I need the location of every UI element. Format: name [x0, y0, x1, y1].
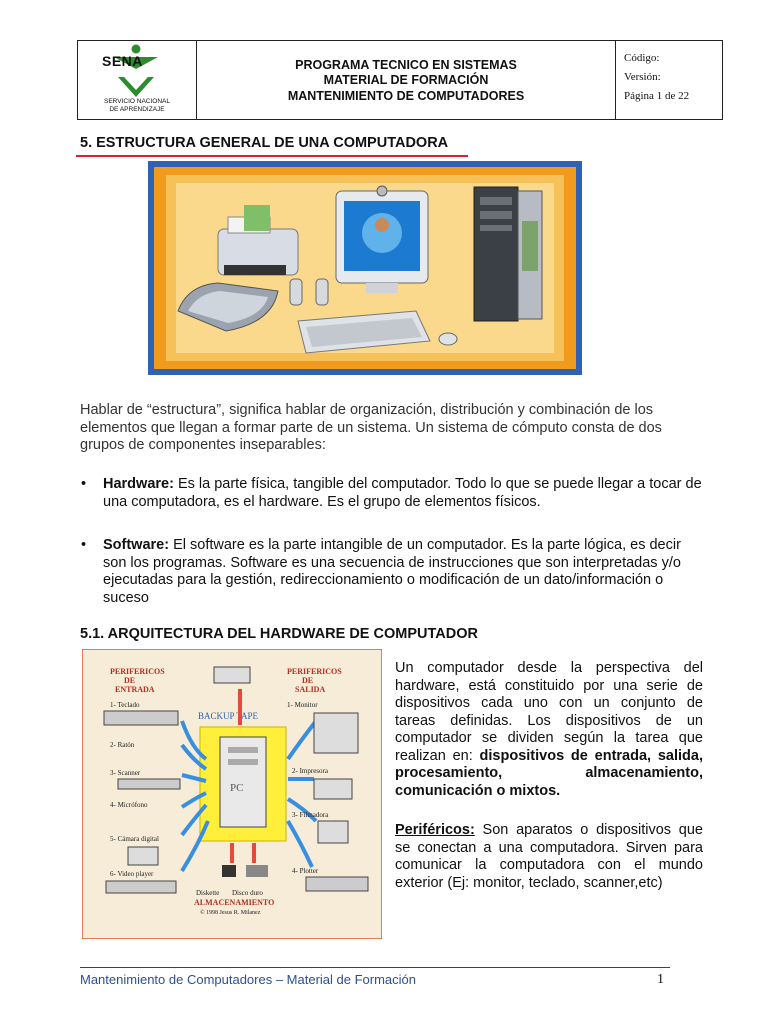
logo-subtitle — [92, 98, 182, 114]
tape-drive-icon — [214, 667, 250, 683]
software-description: El software es la parte intangible de un computador. Es la parte lógica, es decir son los programas. Software es una secuencia de instrucciones que son interpretadas y/o ejecutadas para la gestión, redireccionamiento o modificación de un dato/información o suceso — [103, 537, 681, 606]
logo-subtitle-2: DE APRENDIZAJE — [109, 106, 165, 113]
hard-disk-icon — [246, 865, 268, 877]
input-item-4: 4- Micrófono — [110, 801, 148, 809]
architecture-text: Un computador desde la perspectiva del hardware, está constituido por una serie de dispositivos cada uno con un conjunto de tareas definidas. Los dispositivos de un computador se dividen según la tarea que realizan en: — [395, 660, 703, 764]
page-label: Página 1 de 22 — [624, 90, 690, 102]
diskette-label: Diskette — [196, 889, 220, 897]
code-label: Código: — [624, 52, 660, 64]
input-item-1: 1- Teclado — [110, 701, 140, 709]
device-categories: dispositivos de entrada, salida, procesamiento, almacenamiento, comunicación o mixtos. — [395, 747, 703, 799]
header-meta — [616, 41, 722, 119]
figure-credit: © 1998 Jesus R. Milanez — [200, 910, 261, 916]
bullet-icon: • — [81, 537, 87, 553]
hardware-term: Hardware: — [103, 476, 174, 492]
backup-label: BACKUP TAPE — [198, 711, 259, 721]
section-underline — [76, 155, 468, 157]
plotter-icon — [306, 877, 368, 891]
input-title-2: DE — [124, 676, 136, 685]
diskette-icon — [222, 865, 236, 877]
hardware-description: Es la parte física, tangible del computador. Todo lo que se puede llegar a tocar de una computadora, es el hardware. Es el grupo de elementos físicos. — [103, 476, 702, 510]
program-title: PROGRAMA TECNICO EN SISTEMAS — [295, 57, 517, 72]
monitor-icon — [314, 713, 358, 753]
monitor-icon — [336, 186, 428, 293]
peripherals-paragraph — [395, 822, 703, 892]
camera-icon — [128, 847, 158, 865]
output-item-2: 2- Impresora — [292, 767, 328, 775]
input-item-3: 3- Scanner — [110, 769, 141, 777]
output-item-4: 4- Plotter — [292, 867, 319, 875]
course-title: MANTENIMIENTO DE COMPUTADORES — [287, 88, 525, 103]
section-title: 5. ESTRUCTURA GENERAL DE UNA COMPUTADORA — [80, 135, 449, 151]
computer-equipment-image — [148, 161, 582, 375]
bullet-icon: • — [81, 476, 87, 492]
input-item-5: 5- Cámara digital — [110, 835, 159, 843]
header-titles — [197, 41, 616, 119]
footer-divider — [80, 967, 670, 968]
subsection-title: 5.1. ARQUITECTURA DEL HARDWARE DE COMPUTADOR — [80, 626, 478, 642]
output-item-3: 3- Filmadora — [292, 811, 329, 819]
output-item-1: 1- Monitor — [287, 701, 318, 709]
output-title-3: SALIDA — [295, 685, 326, 694]
footer-text: Mantenimiento de Computadores – Material de Formación — [80, 972, 417, 987]
software-bullet — [81, 537, 705, 607]
printer-icon — [314, 779, 352, 799]
output-title-1: PERIFERICOS — [287, 667, 342, 676]
logo-subtitle-1: SERVICIO NACIONAL — [104, 98, 170, 105]
intro-paragraph: Hablar de “estructura”, significa hablar de organización, distribución y combinación de los elementos que llegan a formar parte de un sistema. Un sistema de cómputo consta de dos grupos de componentes inseparables: — [80, 402, 662, 453]
input-item-6: 6- Video player — [110, 870, 154, 878]
page-number: 1 — [657, 972, 664, 987]
computer-tower-icon — [474, 187, 542, 321]
document-header — [77, 40, 723, 120]
version-label: Versión: — [624, 71, 661, 83]
peripherals-text: Son aparatos o dispositivos que se conectan a una computadora. Sirven para comunicar la computadora con el mundo exterior (Ej: monitor, teclado, scanner,etc) — [395, 822, 703, 891]
material-title: MATERIAL DE FORMACIÓN — [323, 73, 489, 88]
software-term: Software: — [103, 537, 170, 553]
peripherals-diagram — [82, 649, 382, 939]
pc-label: PC — [230, 782, 244, 794]
input-title-3: ENTRADA — [115, 685, 155, 694]
hardware-bullet — [81, 476, 705, 511]
logo-word: SENA — [102, 53, 143, 69]
film-recorder-icon — [318, 821, 348, 843]
video-player-icon — [106, 881, 176, 893]
output-title-2: DE — [302, 676, 314, 685]
input-item-2: 2- Ratón — [110, 741, 135, 749]
peripherals-term: Periféricos: — [395, 822, 475, 838]
hard-disk-label: Disco duro — [232, 889, 263, 897]
input-title-1: PERIFERICOS — [110, 667, 165, 676]
sena-logo — [78, 41, 197, 119]
scanner-icon — [118, 779, 180, 789]
architecture-paragraph — [395, 660, 703, 800]
storage-label: ALMACENAMIENTO — [194, 898, 275, 907]
keyboard-icon — [104, 711, 178, 725]
